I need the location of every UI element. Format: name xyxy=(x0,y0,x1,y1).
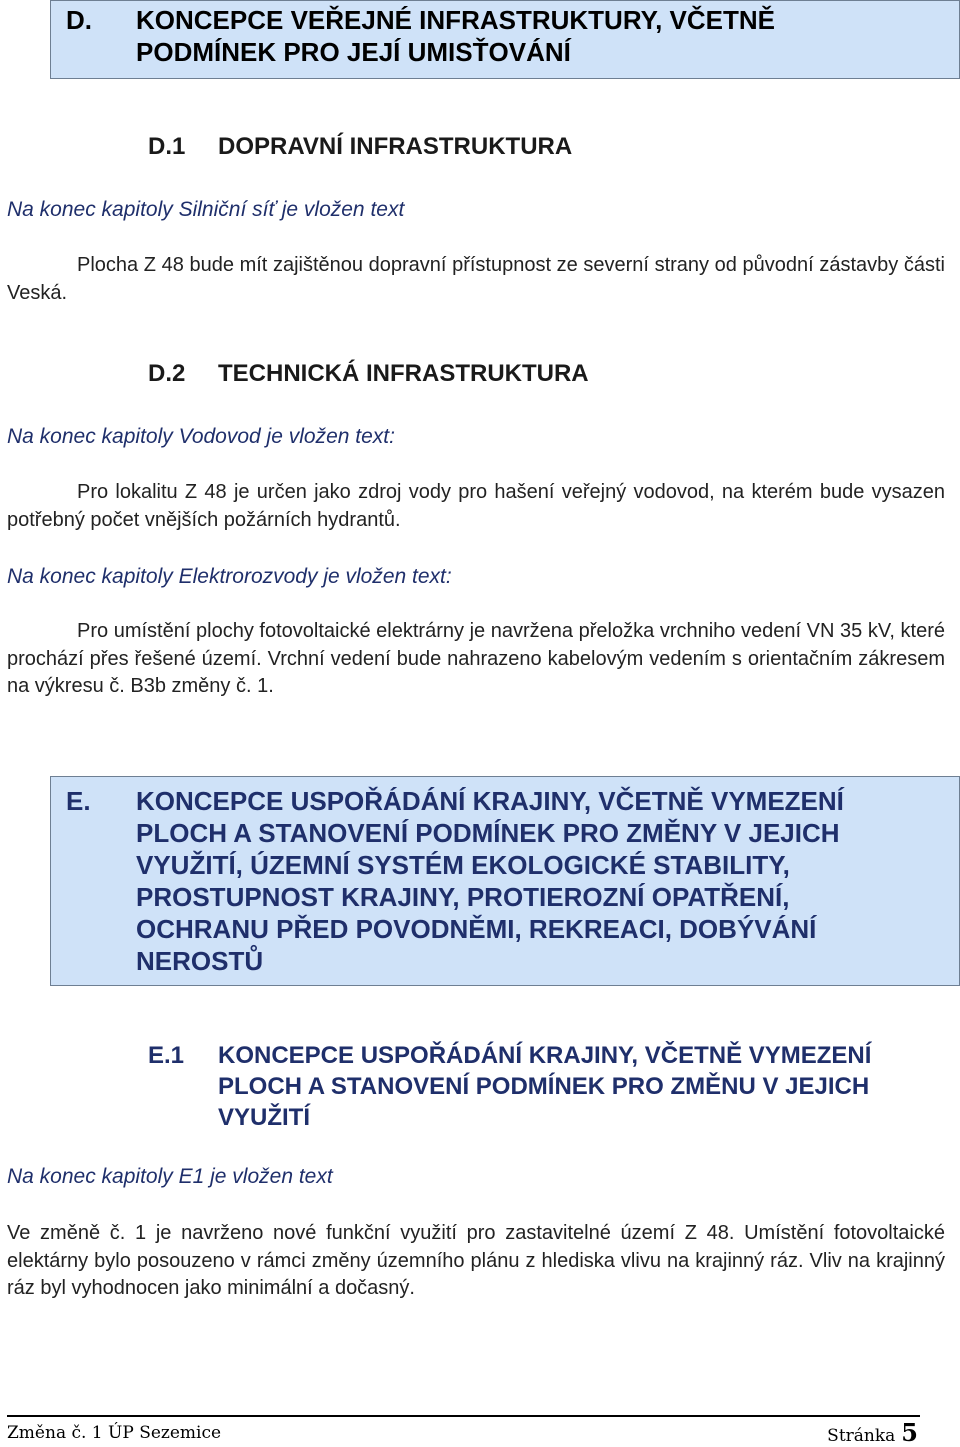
d2-note-elektrorozvody: Na konec kapitoly Elektrorozvody je vložen text: xyxy=(7,565,452,588)
section-e-title: KONCEPCE USPOŘÁDÁNÍ KRAJINY, VČETNĚ VYMEZENÍ PLOCH A STANOVENÍ PODMÍNEK PRO ZMĚNY V JEJICH VYUŽITÍ, ÚZEMNÍ SYSTÉM EKOLOGICKÉ STABILITY, PROSTUPNOST KRAJINY, PROTIEROZNÍ OPATŘENÍ, OCHRANU PŘED POVODNĚMI, REKREACI, DOBÝVÁNÍ NEROSTŮ xyxy=(136,786,844,976)
e1-number: E.1 xyxy=(148,1042,185,1069)
d1-note: Na konec kapitoly Silniční síť je vložen text xyxy=(7,198,405,221)
e1-title: KONCEPCE USPOŘÁDÁNÍ KRAJINY, VČETNĚ VYMEZENÍ PLOCH A STANOVENÍ PODMÍNEK PRO ZMĚNU V JEJICH VYUŽITÍ xyxy=(218,1042,872,1131)
e1-note: Na konec kapitoly E1 je vložen text xyxy=(7,1165,333,1188)
footer-document-name: Změna č. 1 ÚP Sezemice xyxy=(7,1423,222,1443)
d1-number: D.1 xyxy=(148,133,186,160)
section-d-heading xyxy=(66,4,946,74)
e1-paragraph: Ve změně č. 1 je navrženo nové funkční využití pro zastavitelné území Z 48. Umístění fotovoltaické elektárny bylo posouzeno v rámci změny územního plánu z hlediska vlivu na krajinný ráz. Vliv na krajinný ráz byl vyhodnocen jako minimální a dočasný. xyxy=(7,1222,945,1299)
d2-note-vodovod: Na konec kapitoly Vodovod je vložen text: xyxy=(7,425,395,448)
section-d-title: KONCEPCE VEŘEJNÉ INFRASTRUKTURY, VČETNĚ PODMÍNEK PRO JEJÍ UMISŤOVÁNÍ xyxy=(136,5,776,67)
d2-paragraph-vodovod: Pro lokalitu Z 48 je určen jako zdroj vody pro hašení veřejný vodovod, na kterém bude vysazen potřebný počet vnějších požárních hydrantů. xyxy=(7,481,945,531)
section-e-number: E. xyxy=(66,786,91,816)
d2-paragraph-elektrorozvody: Pro umístění plochy fotovoltaické elektrárny je navržena přeložka vrchniho vedení VN 35 kV, které prochází přes řešené území. Vrchní vedení bude nahrazeno kabelovým vedením s orientačním zákresem na výkresu č. B3b změny č. 1. xyxy=(7,620,945,697)
footer-rule xyxy=(7,1415,920,1417)
d2-number: D.2 xyxy=(148,360,186,387)
d2-title: TECHNICKÁ INFRASTRUKTURA xyxy=(218,360,589,387)
d1-title: DOPRAVNÍ INFRASTRUKTURA xyxy=(218,133,573,160)
section-d-number: D. xyxy=(66,5,92,35)
footer-page-label: Stránka xyxy=(827,1426,896,1446)
d1-paragraph: Plocha Z 48 bude mít zajištěnou dopravní přístupnost ze severní strany od původní zástavby části Veská. xyxy=(7,254,945,304)
section-e-heading xyxy=(66,785,946,980)
footer-page-number: 5 xyxy=(901,1418,918,1447)
